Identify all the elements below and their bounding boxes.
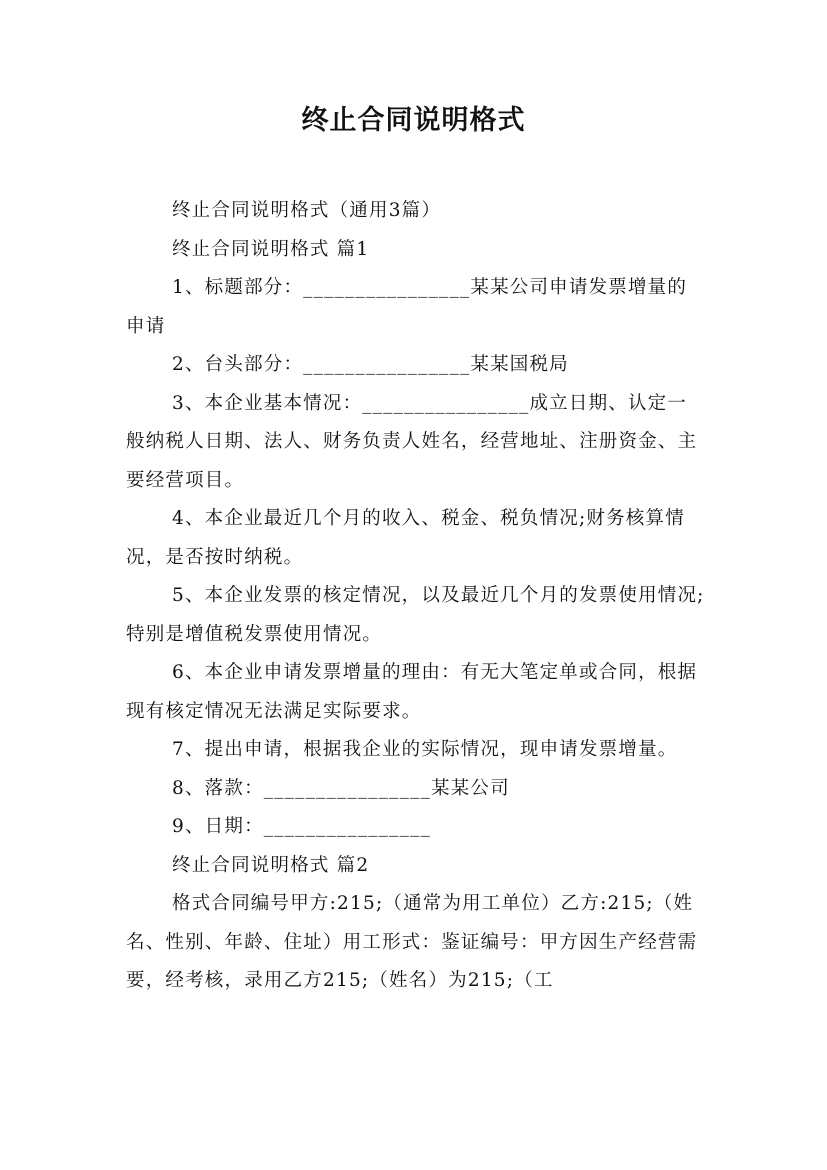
section-heading-1: 终止合同说明格式 篇1 xyxy=(172,238,370,260)
paragraph-contract-text: 格式合同编号甲方:215;（通常为用工单位）乙方:215;（姓名、性别、年龄、住址）用工形式：鉴证编号：甲方因生产经营需要，经考核，录用乙方215;（姓名）为215;（工 xyxy=(126,893,698,991)
paragraph-item-5: 5、本企业发票的核定情况，以及最近几个月的发票使用情况;特别是增值税发票使用情况。 xyxy=(126,585,705,645)
paragraph-item-4: 4、本企业最近几个月的收入、税金、税负情况;财务核算情况，是否按时纳税。 xyxy=(126,508,685,568)
document-body xyxy=(126,192,706,1001)
paragraph-item-9: 9、日期：________________ xyxy=(172,816,431,837)
paragraph-item-2: 2、台头部分：________________某某国税局 xyxy=(172,354,569,375)
section-heading-2: 终止合同说明格式 篇2 xyxy=(172,854,370,876)
paragraph-item-3: 3、本企业基本情况：________________成立日期、认定一般纳税人日期、法人、财务负责人姓名，经营地址、注册资金、主要经营项目。 xyxy=(126,392,698,491)
paragraph-intro: 终止合同说明格式（通用3篇） xyxy=(172,200,442,221)
paragraph-item-7: 7、提出申请，根据我企业的实际情况，现申请发票增量。 xyxy=(172,739,678,760)
paragraph-item-1: 1、标题部分：________________某某公司申请发票增量的申请 xyxy=(126,277,688,337)
paragraph-item-8: 8、落款：________________某某公司 xyxy=(172,777,510,799)
paragraph-item-6: 6、本企业申请发票增量的理由：有无大笔定单或合同，根据现有核定情况无法满足实际要求。 xyxy=(126,662,698,722)
document-title: 终止合同说明格式 xyxy=(301,105,526,136)
